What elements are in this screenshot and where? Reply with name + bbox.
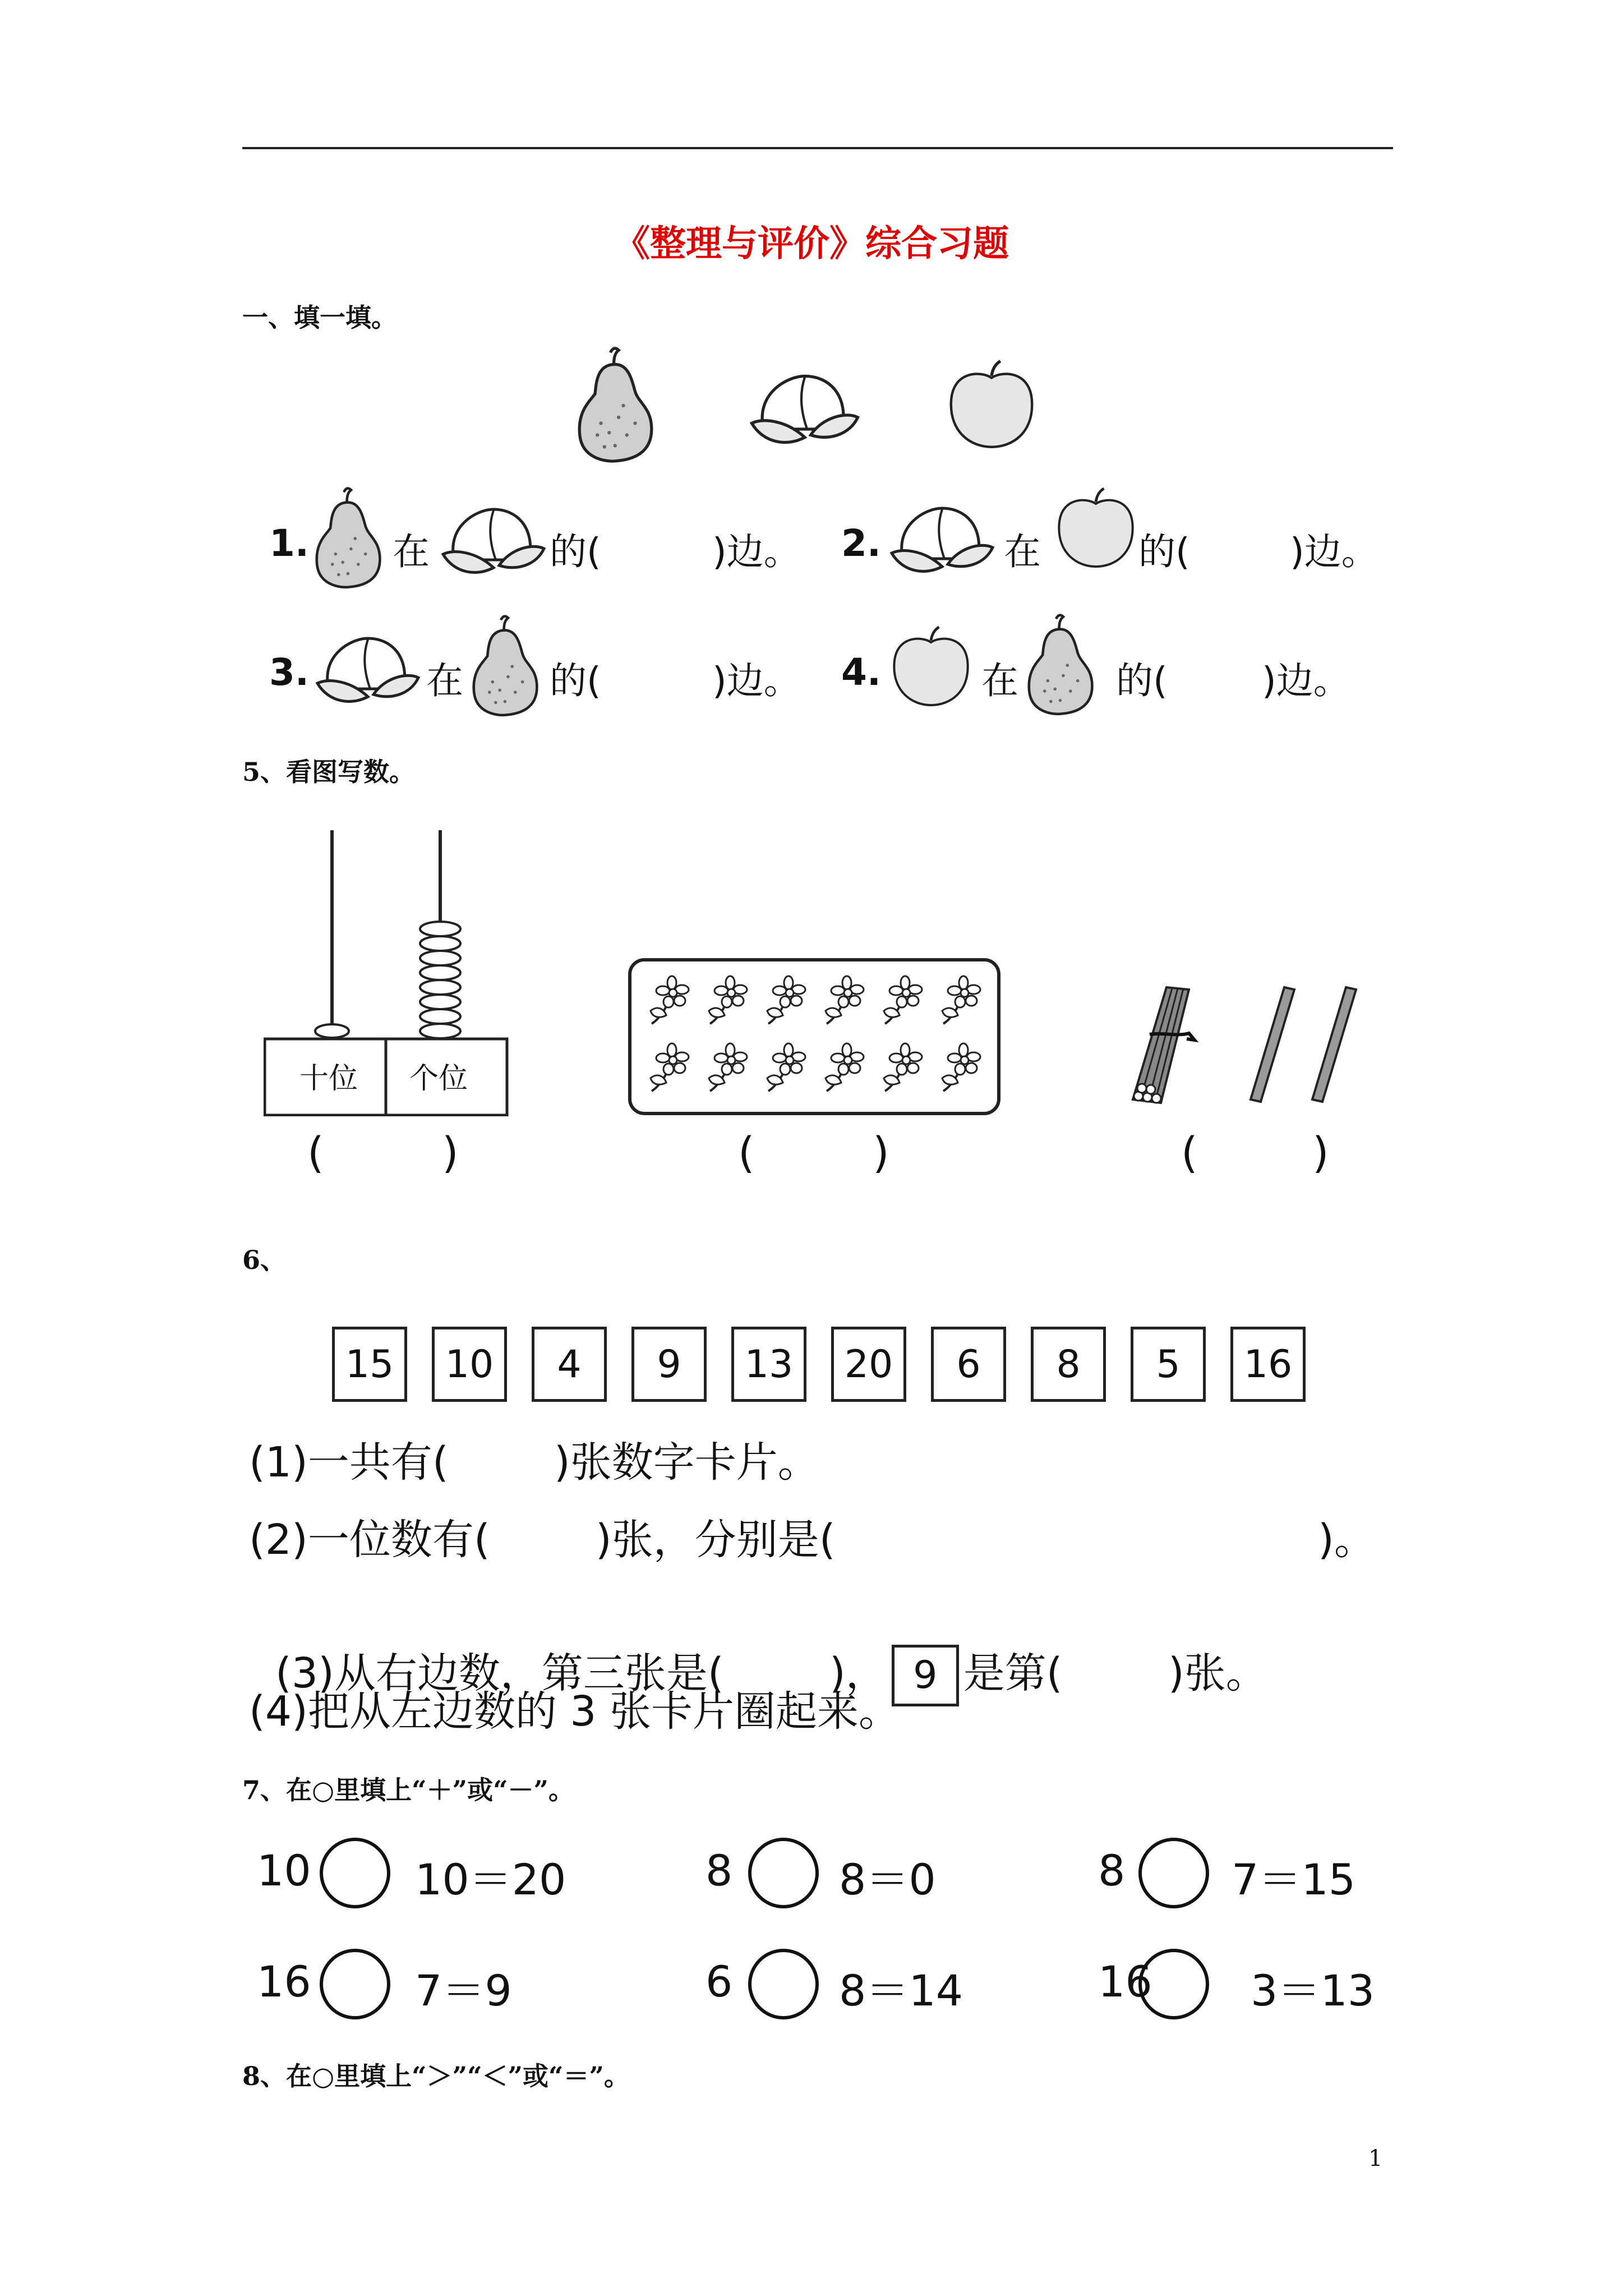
number-card: 4 bbox=[532, 1327, 607, 1402]
equation-operand: 8 bbox=[1098, 1846, 1126, 1895]
ones-bead bbox=[420, 965, 460, 980]
q6-part-1: (1)一共有( )张数字卡片。 bbox=[249, 1438, 819, 1487]
ones-label: 个位 bbox=[409, 1062, 468, 1096]
item-4-of: 的( bbox=[1116, 659, 1168, 702]
peach-icon bbox=[886, 497, 998, 576]
item-3-of: 的( bbox=[550, 659, 601, 702]
ones-bead bbox=[420, 1024, 460, 1038]
equation-operand: 10 bbox=[257, 1846, 311, 1895]
operator-circle[interactable] bbox=[748, 1838, 819, 1908]
single-stick-icons bbox=[1251, 987, 1356, 1102]
number-card: 6 bbox=[931, 1327, 1006, 1402]
section-1-heading: 一、填一填。 bbox=[242, 302, 397, 333]
number-card: 10 bbox=[432, 1327, 507, 1402]
peach-icon bbox=[746, 364, 864, 448]
ones-bead bbox=[420, 922, 460, 936]
page-number: 1 bbox=[1368, 2146, 1383, 2171]
section-6-heading: 6、 bbox=[242, 1245, 287, 1275]
section-5-heading: 5、看图写数。 bbox=[242, 757, 416, 787]
answer-paren-close: ) bbox=[873, 1128, 889, 1177]
operator-circle[interactable] bbox=[1138, 1949, 1209, 2019]
number-card: 15 bbox=[332, 1327, 407, 1402]
item-4-in: 在 bbox=[981, 659, 1018, 702]
equation-operand: 8 bbox=[706, 1846, 733, 1895]
pear-icon bbox=[312, 484, 389, 593]
tens-bead bbox=[315, 1024, 349, 1038]
operator-circle[interactable] bbox=[320, 1838, 390, 1908]
ones-bead bbox=[420, 995, 460, 1009]
apple-icon bbox=[1051, 484, 1141, 573]
ones-bead bbox=[420, 1009, 460, 1024]
number-card: 13 bbox=[731, 1327, 806, 1402]
number-card: 8 bbox=[1031, 1327, 1106, 1402]
equation-rest: 7＝15 bbox=[1232, 1855, 1356, 1904]
item-1-of: 的( bbox=[550, 530, 601, 573]
answer-paren-close: ) bbox=[1312, 1128, 1329, 1177]
page-title: 《整理与评价》综合习题 bbox=[614, 223, 1009, 265]
item-1-in: 在 bbox=[393, 530, 430, 573]
apple-icon bbox=[942, 352, 1041, 458]
equation-rest: 3＝13 bbox=[1251, 1966, 1375, 2016]
header-rule bbox=[242, 147, 1393, 149]
q6-part-3-a: (3)从右边数，第三张是( )， bbox=[275, 1649, 887, 1697]
stick-bundle-icon bbox=[1133, 987, 1195, 1103]
single-stick bbox=[1251, 987, 1294, 1102]
answer-paren-close: ) bbox=[442, 1128, 459, 1177]
equation-operand: 16 bbox=[257, 1957, 311, 2007]
q6-part-3-b: 是第( )张。 bbox=[963, 1649, 1267, 1697]
number-card: 20 bbox=[831, 1327, 906, 1402]
pear-icon bbox=[573, 347, 663, 464]
ones-bead bbox=[420, 980, 460, 995]
operator-circle[interactable] bbox=[1138, 1838, 1209, 1908]
item-1-number: 1. bbox=[269, 522, 309, 565]
item-4-end: )边。 bbox=[1262, 659, 1350, 702]
number-card: 5 bbox=[1131, 1327, 1206, 1402]
operator-circle[interactable] bbox=[748, 1949, 819, 2019]
tens-label: 十位 bbox=[299, 1062, 358, 1096]
q6-part-4: (4)把从左边数的 3 张卡片圈起来。 bbox=[249, 1687, 900, 1736]
item-2-end: )边。 bbox=[1290, 530, 1378, 573]
equation-operand: 6 bbox=[706, 1957, 733, 2007]
equation-rest: 8＝14 bbox=[839, 1966, 963, 2016]
item-3-number: 3. bbox=[269, 651, 309, 694]
pear-icon bbox=[469, 611, 546, 721]
flower-box bbox=[628, 958, 1000, 1115]
peach-icon bbox=[437, 498, 550, 577]
sticks-figure bbox=[1116, 976, 1374, 1111]
single-stick bbox=[1312, 987, 1356, 1102]
answer-paren-open: ( bbox=[738, 1128, 755, 1177]
item-4-number: 4. bbox=[841, 651, 881, 694]
ones-bead bbox=[420, 951, 460, 965]
number-card: 16 bbox=[1230, 1327, 1306, 1402]
apple-icon bbox=[886, 619, 976, 715]
equation-rest: 10＝20 bbox=[415, 1855, 566, 1904]
section-8-heading: 8、在○里填上“＞”“＜”或“＝”。 bbox=[242, 2061, 630, 2091]
answer-paren-open: ( bbox=[307, 1128, 324, 1177]
item-3-in: 在 bbox=[426, 659, 463, 702]
item-2-in: 在 bbox=[1004, 530, 1041, 573]
q6-part-2: (2)一位数有( )张，分别是( bbox=[249, 1516, 836, 1564]
equation-rest: 7＝9 bbox=[415, 1966, 512, 2016]
equation-operand: 16 bbox=[1098, 1957, 1152, 2007]
item-2-number: 2. bbox=[841, 522, 881, 565]
section-7-heading: 7、在○里填上“＋”或“－”。 bbox=[242, 1775, 574, 1805]
answer-paren-open: ( bbox=[1181, 1128, 1198, 1177]
pear-icon bbox=[1024, 610, 1101, 720]
number-card: 9 bbox=[631, 1327, 707, 1402]
item-1-end: )边。 bbox=[712, 530, 801, 573]
inline-number-card: 9 bbox=[892, 1645, 959, 1706]
item-3-end: )边。 bbox=[712, 659, 801, 702]
equation-rest: 8＝0 bbox=[839, 1855, 936, 1904]
operator-circle[interactable] bbox=[320, 1949, 390, 2019]
q6-part-2-end: )。 bbox=[1318, 1516, 1376, 1564]
ones-bead bbox=[420, 936, 460, 951]
item-2-of: 的( bbox=[1138, 530, 1190, 573]
peach-icon bbox=[312, 627, 424, 706]
